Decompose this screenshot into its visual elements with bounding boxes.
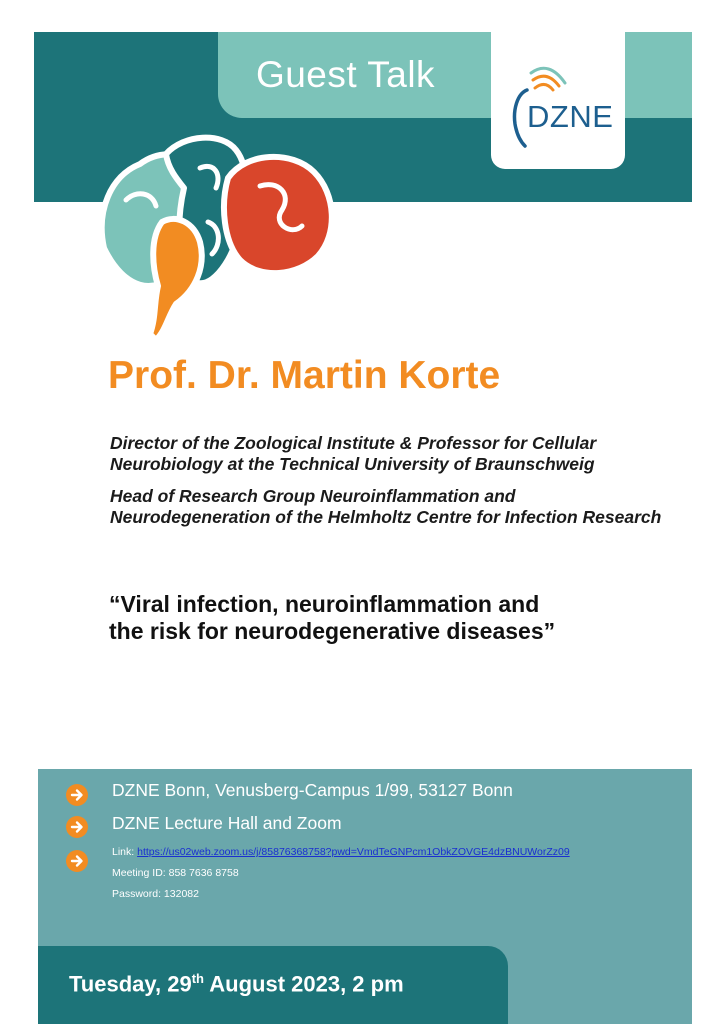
meeting-password: Password: 132082: [112, 888, 199, 900]
brain-illustration-icon: [96, 130, 346, 345]
talk-title-line-2: the risk for neurodegenerative diseases”: [109, 618, 556, 644]
dzne-logo-text: DZNE: [527, 99, 614, 134]
arrow-right-icon: [66, 816, 88, 838]
arrow-right-icon: [66, 784, 88, 806]
zoom-link-line: [112, 846, 570, 858]
meeting-id: Meeting ID: 858 7636 8758: [112, 867, 239, 879]
talk-title: [109, 591, 669, 645]
arrow-right-icon: [66, 850, 88, 872]
dzne-logo: [491, 32, 625, 169]
date-prefix: Tuesday, 29: [69, 971, 192, 997]
speaker-affiliation-2: Head of Research Group Neuroinflammation and Neurodegeneration of the Helmholtz Centre for Infection Research: [110, 486, 662, 527]
event-venue: DZNE Lecture Hall and Zoom: [112, 813, 342, 833]
zoom-link-label: Link:: [112, 846, 135, 858]
talk-title-line-1: “Viral infection, neuroinflammation and: [109, 591, 540, 617]
speaker-name: Prof. Dr. Martin Korte: [108, 354, 501, 397]
event-date: [69, 971, 404, 997]
date-superscript: th: [191, 971, 204, 986]
date-suffix: August 2023, 2 pm: [203, 971, 404, 997]
speaker-affiliation-1: Director of the Zoological Institute & Professor for Cellular Neurobiology at the Technical University of Braunschweig: [110, 433, 597, 474]
event-location: DZNE Bonn, Venusberg-Campus 1/99, 53127 Bonn: [112, 780, 513, 800]
guest-talk-title: Guest Talk: [255, 54, 436, 95]
zoom-link[interactable]: https://us02web.zoom.us/j/85876368758?pwd=VmdTeGNPcm1ObkZOVGE4dzBNUWorZz09: [137, 846, 570, 858]
